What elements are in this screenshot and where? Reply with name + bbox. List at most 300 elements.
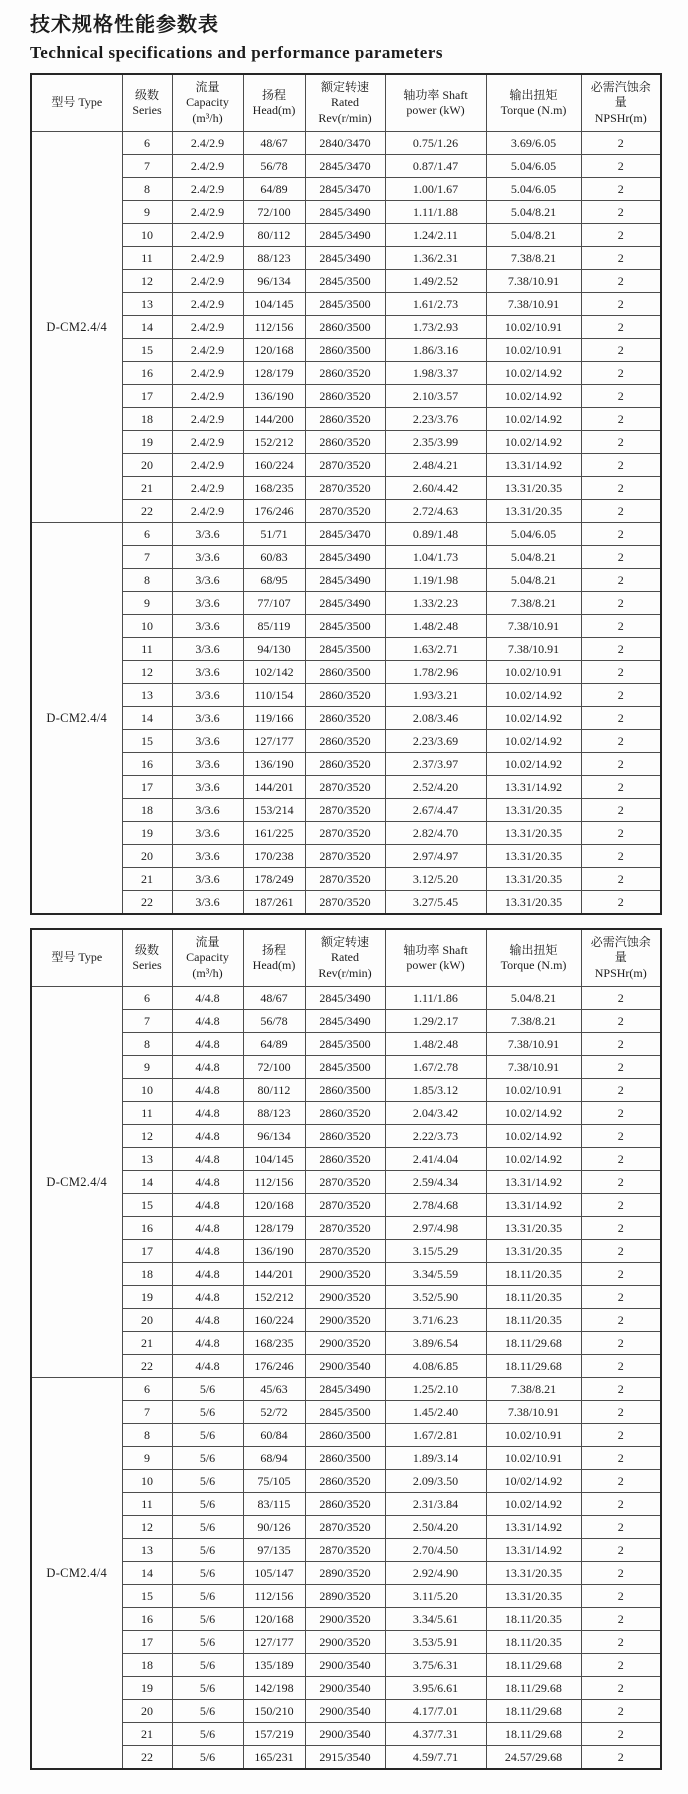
column-header-npshr (581, 929, 661, 987)
cell-rated-rev: 2845/3490 (305, 1378, 385, 1401)
cell-series: 10 (122, 224, 172, 247)
cell-shaft-power: 2.59/4.34 (385, 1171, 486, 1194)
cell-series: 19 (122, 431, 172, 454)
table-row (31, 1148, 661, 1171)
cell-npshr: 2 (581, 615, 661, 638)
column-header-line: Series (132, 103, 162, 117)
cell-shaft-power: 2.97/4.97 (385, 845, 486, 868)
cell-npshr: 2 (581, 477, 661, 500)
column-header-rated-rev (305, 929, 385, 987)
cell-head: 128/179 (243, 362, 305, 385)
cell-series: 6 (122, 1378, 172, 1401)
cell-shaft-power: 1.63/2.71 (385, 638, 486, 661)
cell-series: 21 (122, 868, 172, 891)
cell-torque: 18.11/20.35 (486, 1631, 581, 1654)
cell-npshr: 2 (581, 408, 661, 431)
cell-rated-rev: 2860/3520 (305, 1102, 385, 1125)
cell-head: 136/190 (243, 385, 305, 408)
table-row (31, 1286, 661, 1309)
cell-shaft-power: 1.67/2.78 (385, 1056, 486, 1079)
cell-torque: 5.04/8.21 (486, 987, 581, 1010)
cell-capacity: 4/4.8 (172, 1125, 243, 1148)
cell-capacity: 2.4/2.9 (172, 385, 243, 408)
cell-torque: 5.04/6.05 (486, 523, 581, 546)
cell-npshr: 2 (581, 1723, 661, 1746)
cell-torque: 10.02/14.92 (486, 1102, 581, 1125)
cell-torque: 10.02/10.91 (486, 661, 581, 684)
cell-head: 170/238 (243, 845, 305, 868)
cell-rated-rev: 2845/3500 (305, 1056, 385, 1079)
cell-head: 52/72 (243, 1401, 305, 1424)
cell-npshr: 2 (581, 1010, 661, 1033)
cell-npshr: 2 (581, 730, 661, 753)
cell-rated-rev: 2860/3520 (305, 707, 385, 730)
column-header-line: Rev(r/min) (318, 965, 372, 980)
cell-rated-rev: 2870/3520 (305, 1240, 385, 1263)
cell-capacity: 4/4.8 (172, 1033, 243, 1056)
cell-npshr: 2 (581, 1033, 661, 1056)
cell-series: 17 (122, 776, 172, 799)
cell-torque: 7.38/10.91 (486, 638, 581, 661)
cell-shaft-power: 2.22/3.73 (385, 1125, 486, 1148)
cell-torque: 18.11/29.68 (486, 1723, 581, 1746)
cell-rated-rev: 2845/3490 (305, 987, 385, 1010)
cell-shaft-power: 1.00/1.67 (385, 178, 486, 201)
cell-head: 119/166 (243, 707, 305, 730)
table-row (31, 500, 661, 523)
cell-series: 17 (122, 1240, 172, 1263)
cell-shaft-power: 3.27/5.45 (385, 891, 486, 915)
cell-rated-rev: 2900/3540 (305, 1654, 385, 1677)
cell-rated-rev: 2870/3520 (305, 845, 385, 868)
cell-head: 64/89 (243, 1033, 305, 1056)
cell-capacity: 5/6 (172, 1654, 243, 1677)
cell-npshr: 2 (581, 339, 661, 362)
cell-series: 6 (122, 132, 172, 155)
cell-torque: 13.31/20.35 (486, 845, 581, 868)
spec-table-2 (30, 928, 662, 1770)
cell-shaft-power: 1.25/2.10 (385, 1378, 486, 1401)
cell-shaft-power: 2.04/3.42 (385, 1102, 486, 1125)
cell-capacity: 4/4.8 (172, 1102, 243, 1125)
cell-capacity: 5/6 (172, 1608, 243, 1631)
cell-series: 22 (122, 891, 172, 915)
cell-head: 45/63 (243, 1378, 305, 1401)
cell-shaft-power: 3.52/5.90 (385, 1286, 486, 1309)
cell-series: 15 (122, 1194, 172, 1217)
cell-npshr: 2 (581, 1493, 661, 1516)
cell-series: 7 (122, 155, 172, 178)
column-header-line: 必需汽蚀余 (590, 934, 651, 949)
table-row (31, 661, 661, 684)
cell-rated-rev: 2870/3520 (305, 822, 385, 845)
cell-torque: 10.02/10.91 (486, 316, 581, 339)
column-header-series (122, 74, 172, 132)
cell-npshr: 2 (581, 270, 661, 293)
cell-rated-rev: 2860/3520 (305, 1148, 385, 1171)
cell-series: 6 (122, 987, 172, 1010)
cell-npshr: 2 (581, 1355, 661, 1378)
cell-shaft-power: 1.19/1.98 (385, 569, 486, 592)
spec-table-1 (30, 73, 662, 915)
cell-capacity: 2.4/2.9 (172, 362, 243, 385)
cell-shaft-power: 2.52/4.20 (385, 776, 486, 799)
cell-torque: 18.11/29.68 (486, 1677, 581, 1700)
cell-head: 56/78 (243, 155, 305, 178)
cell-head: 72/100 (243, 201, 305, 224)
cell-rated-rev: 2900/3540 (305, 1723, 385, 1746)
cell-npshr: 2 (581, 776, 661, 799)
table-row (31, 987, 661, 1010)
cell-npshr: 2 (581, 868, 661, 891)
cell-torque: 7.38/8.21 (486, 592, 581, 615)
cell-series: 19 (122, 1677, 172, 1700)
cell-series: 8 (122, 1424, 172, 1447)
cell-npshr: 2 (581, 845, 661, 868)
cell-rated-rev: 2870/3520 (305, 454, 385, 477)
cell-series: 20 (122, 1700, 172, 1723)
cell-torque: 10.02/14.92 (486, 385, 581, 408)
cell-series: 16 (122, 1217, 172, 1240)
cell-head: 112/156 (243, 1585, 305, 1608)
cell-head: 90/126 (243, 1516, 305, 1539)
cell-head: 168/235 (243, 1332, 305, 1355)
cell-rated-rev: 2900/3540 (305, 1677, 385, 1700)
cell-npshr: 2 (581, 1585, 661, 1608)
cell-rated-rev: 2845/3500 (305, 270, 385, 293)
cell-series: 22 (122, 500, 172, 523)
cell-rated-rev: 2870/3520 (305, 868, 385, 891)
cell-series: 16 (122, 362, 172, 385)
cell-rated-rev: 2870/3520 (305, 1516, 385, 1539)
table-row (31, 1378, 661, 1401)
cell-shaft-power: 1.78/2.96 (385, 661, 486, 684)
cell-torque: 5.04/6.05 (486, 155, 581, 178)
cell-head: 120/168 (243, 1194, 305, 1217)
cell-npshr: 2 (581, 1148, 661, 1171)
column-header-head (243, 74, 305, 132)
cell-rated-rev: 2900/3520 (305, 1608, 385, 1631)
cell-npshr: 2 (581, 1470, 661, 1493)
cell-head: 96/134 (243, 1125, 305, 1148)
table-row (31, 1194, 661, 1217)
table-row (31, 1309, 661, 1332)
cell-capacity: 4/4.8 (172, 1194, 243, 1217)
cell-torque: 5.04/8.21 (486, 569, 581, 592)
cell-torque: 18.11/20.35 (486, 1608, 581, 1631)
cell-capacity: 2.4/2.9 (172, 293, 243, 316)
cell-torque: 13.31/14.92 (486, 1171, 581, 1194)
cell-shaft-power: 1.93/3.21 (385, 684, 486, 707)
cell-npshr: 2 (581, 1079, 661, 1102)
cell-capacity: 4/4.8 (172, 987, 243, 1010)
cell-npshr: 2 (581, 822, 661, 845)
cell-capacity: 3/3.6 (172, 891, 243, 915)
cell-rated-rev: 2860/3500 (305, 1424, 385, 1447)
cell-shaft-power: 3.15/5.29 (385, 1240, 486, 1263)
cell-rated-rev: 2870/3520 (305, 477, 385, 500)
cell-series: 17 (122, 385, 172, 408)
cell-rated-rev: 2860/3520 (305, 431, 385, 454)
cell-head: 176/246 (243, 500, 305, 523)
cell-capacity: 2.4/2.9 (172, 178, 243, 201)
table-row (31, 684, 661, 707)
table-row (31, 1355, 661, 1378)
cell-capacity: 5/6 (172, 1539, 243, 1562)
cell-shaft-power: 1.67/2.81 (385, 1424, 486, 1447)
cell-torque: 18.11/20.35 (486, 1286, 581, 1309)
cell-npshr: 2 (581, 1263, 661, 1286)
cell-shaft-power: 2.41/4.04 (385, 1148, 486, 1171)
cell-npshr: 2 (581, 1056, 661, 1079)
column-header-line: 必需汽蚀余 (590, 79, 651, 94)
cell-head: 142/198 (243, 1677, 305, 1700)
cell-rated-rev: 2900/3520 (305, 1631, 385, 1654)
cell-torque: 7.38/8.21 (486, 1378, 581, 1401)
cell-rated-rev: 2845/3500 (305, 293, 385, 316)
cell-rated-rev: 2900/3520 (305, 1309, 385, 1332)
cell-torque: 5.04/6.05 (486, 178, 581, 201)
cell-npshr: 2 (581, 431, 661, 454)
cell-rated-rev: 2870/3520 (305, 1171, 385, 1194)
column-header-shaft-power (385, 929, 486, 987)
cell-capacity: 4/4.8 (172, 1309, 243, 1332)
column-header-line: (m³/h) (192, 110, 223, 125)
cell-rated-rev: 2860/3520 (305, 1125, 385, 1148)
cell-series: 6 (122, 523, 172, 546)
cell-shaft-power: 3.53/5.91 (385, 1631, 486, 1654)
column-header-capacity (172, 74, 243, 132)
column-header-line: 量 (614, 950, 627, 965)
column-header-line: Rev(r/min) (318, 110, 372, 125)
cell-rated-rev: 2860/3500 (305, 661, 385, 684)
table-row (31, 1079, 661, 1102)
cell-rated-rev: 2860/3520 (305, 684, 385, 707)
table-row (31, 1102, 661, 1125)
cell-shaft-power: 1.73/2.93 (385, 316, 486, 339)
cell-series: 21 (122, 1723, 172, 1746)
cell-head: 120/168 (243, 339, 305, 362)
cell-capacity: 4/4.8 (172, 1171, 243, 1194)
column-header-line: Rated (331, 950, 359, 965)
cell-rated-rev: 2845/3490 (305, 592, 385, 615)
cell-torque: 13.31/14.92 (486, 454, 581, 477)
cell-shaft-power: 2.08/3.46 (385, 707, 486, 730)
cell-torque: 13.31/20.35 (486, 891, 581, 915)
cell-series: 9 (122, 201, 172, 224)
cell-torque: 13.31/20.35 (486, 1585, 581, 1608)
cell-head: 77/107 (243, 592, 305, 615)
cell-npshr: 2 (581, 385, 661, 408)
cell-capacity: 5/6 (172, 1723, 243, 1746)
cell-rated-rev: 2870/3520 (305, 500, 385, 523)
column-header-line: Capacity (186, 95, 229, 110)
table-row (31, 477, 661, 500)
cell-torque: 10.02/10.91 (486, 1424, 581, 1447)
cell-shaft-power: 3.89/6.54 (385, 1332, 486, 1355)
cell-capacity: 3/3.6 (172, 730, 243, 753)
cell-head: 48/67 (243, 987, 305, 1010)
table-row (31, 339, 661, 362)
cell-rated-rev: 2860/3500 (305, 316, 385, 339)
cell-head: 187/261 (243, 891, 305, 915)
cell-rated-rev: 2845/3500 (305, 1033, 385, 1056)
cell-torque: 18.11/20.35 (486, 1263, 581, 1286)
column-header-line: 额定转速 (320, 79, 369, 94)
column-header-line: 额定转速 (320, 934, 369, 949)
cell-series: 15 (122, 1585, 172, 1608)
cell-torque: 18.11/29.68 (486, 1332, 581, 1355)
cell-rated-rev: 2860/3500 (305, 1079, 385, 1102)
cell-capacity: 5/6 (172, 1470, 243, 1493)
table-row (31, 845, 661, 868)
table-row (31, 1700, 661, 1723)
cell-shaft-power: 1.86/3.16 (385, 339, 486, 362)
cell-series: 14 (122, 1171, 172, 1194)
table-row (31, 1516, 661, 1539)
cell-npshr: 2 (581, 132, 661, 155)
cell-shaft-power: 1.24/2.11 (385, 224, 486, 247)
cell-head: 168/235 (243, 477, 305, 500)
column-header-line: 输出扭矩 (509, 87, 558, 102)
cell-series: 22 (122, 1355, 172, 1378)
cell-series: 19 (122, 1286, 172, 1309)
cell-capacity: 5/6 (172, 1447, 243, 1470)
table-row (31, 1585, 661, 1608)
header-row (31, 74, 661, 132)
cell-rated-rev: 2845/3500 (305, 638, 385, 661)
cell-series: 12 (122, 1125, 172, 1148)
cell-rated-rev: 2840/3470 (305, 132, 385, 155)
cell-head: 128/179 (243, 1217, 305, 1240)
cell-rated-rev: 2860/3520 (305, 730, 385, 753)
cell-torque: 13.31/14.92 (486, 776, 581, 799)
cell-shaft-power: 3.71/6.23 (385, 1309, 486, 1332)
cell-head: 150/210 (243, 1700, 305, 1723)
cell-shaft-power: 0.75/1.26 (385, 132, 486, 155)
cell-head: 68/94 (243, 1447, 305, 1470)
cell-shaft-power: 2.92/4.90 (385, 1562, 486, 1585)
column-header-npshr (581, 74, 661, 132)
cell-capacity: 3/3.6 (172, 684, 243, 707)
cell-npshr: 2 (581, 201, 661, 224)
cell-npshr: 2 (581, 1654, 661, 1677)
cell-rated-rev: 2870/3520 (305, 1194, 385, 1217)
cell-capacity: 5/6 (172, 1562, 243, 1585)
column-header-torque (486, 74, 581, 132)
cell-shaft-power: 4.59/7.71 (385, 1746, 486, 1770)
cell-capacity: 3/3.6 (172, 661, 243, 684)
table-row (31, 891, 661, 915)
cell-head: 160/224 (243, 1309, 305, 1332)
column-header-line: 级数 (134, 87, 159, 102)
cell-series: 20 (122, 1309, 172, 1332)
column-header-line: 型号 Type (51, 950, 103, 965)
cell-head: 112/156 (243, 1171, 305, 1194)
cell-npshr: 2 (581, 661, 661, 684)
table-row (31, 822, 661, 845)
cell-head: 144/201 (243, 776, 305, 799)
cell-torque: 7.38/8.21 (486, 247, 581, 270)
cell-rated-rev: 2870/3520 (305, 776, 385, 799)
cell-series: 12 (122, 1516, 172, 1539)
cell-torque: 10.02/14.92 (486, 431, 581, 454)
cell-torque: 10.02/14.92 (486, 753, 581, 776)
cell-torque: 13.31/20.35 (486, 1240, 581, 1263)
cell-torque: 10/02/14.92 (486, 1470, 581, 1493)
column-header-type (31, 74, 122, 132)
cell-series: 9 (122, 592, 172, 615)
cell-head: 136/190 (243, 1240, 305, 1263)
cell-capacity: 2.4/2.9 (172, 431, 243, 454)
cell-rated-rev: 2860/3520 (305, 1493, 385, 1516)
cell-torque: 3.69/6.05 (486, 132, 581, 155)
cell-torque: 7.38/10.91 (486, 270, 581, 293)
cell-rated-rev: 2900/3520 (305, 1332, 385, 1355)
cell-npshr: 2 (581, 569, 661, 592)
cell-torque: 10.02/14.92 (486, 1125, 581, 1148)
cell-rated-rev: 2870/3520 (305, 891, 385, 915)
cell-torque: 13.31/14.92 (486, 1194, 581, 1217)
table-row (31, 408, 661, 431)
cell-rated-rev: 2900/3540 (305, 1355, 385, 1378)
cell-head: 165/231 (243, 1746, 305, 1770)
cell-npshr: 2 (581, 684, 661, 707)
cell-series: 11 (122, 638, 172, 661)
cell-capacity: 3/3.6 (172, 822, 243, 845)
cell-head: 56/78 (243, 1010, 305, 1033)
column-header-line: 量 (614, 95, 627, 110)
cell-torque: 13.31/20.35 (486, 1217, 581, 1240)
cell-shaft-power: 1.45/2.40 (385, 1401, 486, 1424)
cell-rated-rev: 2860/3520 (305, 753, 385, 776)
column-header-line: 扬程 (261, 942, 286, 957)
column-header-line: (m³/h) (192, 965, 223, 980)
table-row (31, 1654, 661, 1677)
cell-torque: 13.31/20.35 (486, 868, 581, 891)
cell-npshr: 2 (581, 546, 661, 569)
cell-head: 144/200 (243, 408, 305, 431)
cell-shaft-power: 2.67/4.47 (385, 799, 486, 822)
cell-head: 110/154 (243, 684, 305, 707)
cell-torque: 13.31/14.92 (486, 1516, 581, 1539)
table-row (31, 201, 661, 224)
cell-shaft-power: 2.23/3.69 (385, 730, 486, 753)
cell-npshr: 2 (581, 987, 661, 1010)
cell-shaft-power: 2.72/4.63 (385, 500, 486, 523)
cell-capacity: 4/4.8 (172, 1355, 243, 1378)
table-row (31, 1332, 661, 1355)
cell-head: 112/156 (243, 316, 305, 339)
table-row (31, 523, 661, 546)
cell-series: 20 (122, 845, 172, 868)
cell-head: 80/112 (243, 1079, 305, 1102)
table-row (31, 1677, 661, 1700)
cell-head: 104/145 (243, 1148, 305, 1171)
table-row (31, 799, 661, 822)
cell-shaft-power: 4.17/7.01 (385, 1700, 486, 1723)
column-header-line: Rated (331, 95, 359, 110)
column-header-line: Torque (N.m) (500, 958, 567, 972)
table-row (31, 270, 661, 293)
cell-npshr: 2 (581, 454, 661, 477)
cell-shaft-power: 1.11/1.88 (385, 201, 486, 224)
cell-capacity: 2.4/2.9 (172, 247, 243, 270)
cell-series: 8 (122, 569, 172, 592)
cell-series: 14 (122, 316, 172, 339)
cell-npshr: 2 (581, 1746, 661, 1770)
cell-shaft-power: 2.37/3.97 (385, 753, 486, 776)
